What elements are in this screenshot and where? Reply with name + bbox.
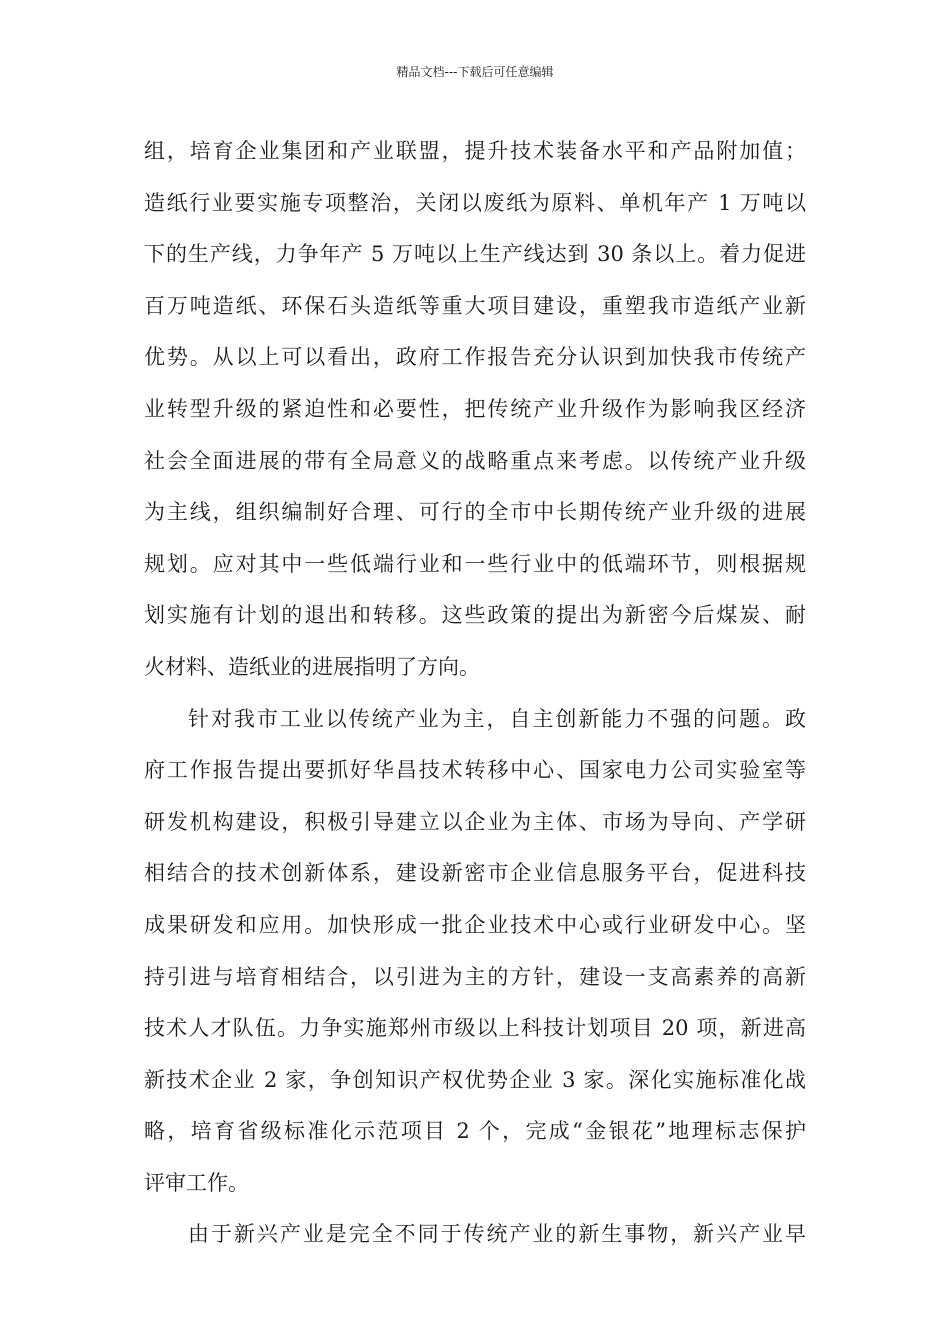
- text-line: 规划。应对其中一些低端行业和一些行业中的低端环节，则根据规: [144, 551, 806, 576]
- text-line: 针对我市工业以传统产业为主，自主创新能力不强的问题。政: [188, 706, 806, 731]
- text-line: 划实施有计划的退出和转移。这些政策的提出为新密今后煤炭、耐: [144, 603, 806, 628]
- text-line: 火材料、造纸业的进展指明了方向。: [144, 654, 480, 679]
- text-line: 为主线，组织编制好合理、可行的全市中长期传统产业升级的进展: [144, 500, 806, 525]
- text-line: 优势。从以上可以看出，政府工作报告充分认识到加快我市传统产: [144, 345, 806, 370]
- text-line: 百万吨造纸、环保石头造纸等重大项目建设，重塑我市造纸产业新: [144, 293, 806, 318]
- document-body: [144, 132, 806, 1267]
- text-line: 成果研发和应用。加快形成一批企业技术中心或行业研发中心。坚: [144, 912, 806, 937]
- text-line: 技术人才队伍。力争实施郑州市级以上科技计划项目 20 项，新进高: [144, 1016, 806, 1041]
- text-line: 下的生产线，力争年产 5 万吨以上生产线达到 30 条以上。着力促进: [144, 242, 806, 267]
- text-line: 新技术企业 2 家，争创知识产权优势企业 3 家。深化实施标准化战: [144, 1067, 806, 1092]
- page-header: 精品文档---下载后可任意编辑: [396, 65, 554, 79]
- text-line: 由于新兴产业是完全不同于传统产业的新生事物，新兴产业早: [188, 1222, 806, 1247]
- text-line: 组，培育企业集团和产业联盟，提升技术装备水平和产品附加值；: [144, 139, 806, 163]
- text-line: 评审工作。: [144, 1170, 249, 1195]
- text-line: 相结合的技术创新体系，建设新密市企业信息服务平台，促进科技: [144, 861, 806, 886]
- text-line: 略，培育省级标准化示范项目 2 个，完成“金银花”地理标志保护: [144, 1119, 806, 1144]
- text-line: 府工作报告提出要抓好华昌技术转移中心、国家电力公司实验室等: [144, 758, 806, 783]
- text-line: 业转型升级的紧迫性和必要性，把传统产业升级作为影响我区经济: [144, 396, 806, 421]
- text-line: 社会全面进展的带有全局意义的战略重点来考虑。以传统产业升级: [144, 448, 806, 473]
- text-line: 研发机构建设，积极引导建立以企业为主体、市场为导向、产学研: [144, 809, 806, 834]
- text-line: 持引进与培育相结合，以引进为主的方针，建设一支高素养的高新: [144, 964, 806, 989]
- text-line: 造纸行业要实施专项整治，关闭以废纸为原料、单机年产 1 万吨以: [144, 190, 806, 215]
